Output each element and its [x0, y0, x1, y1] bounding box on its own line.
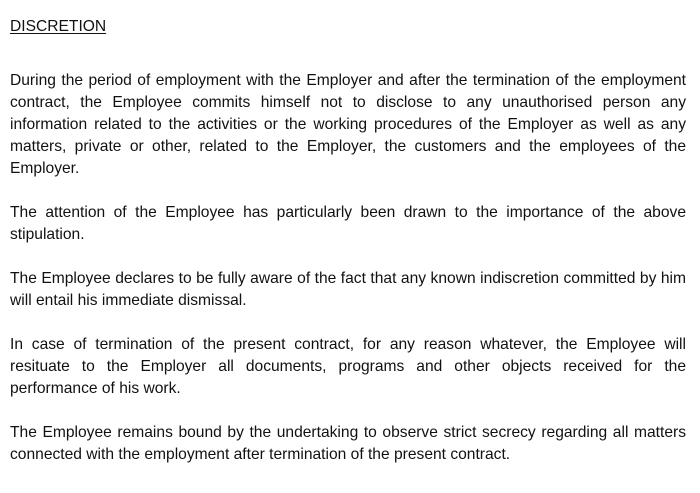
- document-page: [10, 16, 686, 488]
- paragraph-return-of-documents: In case of termination of the present contract, for any reason whatever, the Employee will resituate to the Employer all documents, programs and other objects received for the performance of his work.: [10, 336, 686, 397]
- paragraph-continued-secrecy: The Employee remains bound by the undertaking to observe strict secrecy regarding all matters connected with the employment after termination of the present contract.: [10, 424, 686, 463]
- section-heading: DISCRETION: [10, 18, 107, 35]
- paragraph-attention-drawn: The attention of the Employee has particularly been drawn to the importance of the above stipulation.: [10, 204, 686, 243]
- paragraph-dismissal-notice: The Employee declares to be fully aware of the fact that any known indiscretion committed by him will entail his immediate dismissal.: [10, 270, 686, 309]
- paragraph-confidentiality-obligation: During the period of employment with the Employer and after the termination of the employment contract, the Employee commits himself not to disclose to any unauthorised person any information related to the activities or the working procedures of the Employer as well as any matters, private or other, related to the Employer, the customers and the employees of the Employer.: [10, 72, 686, 177]
